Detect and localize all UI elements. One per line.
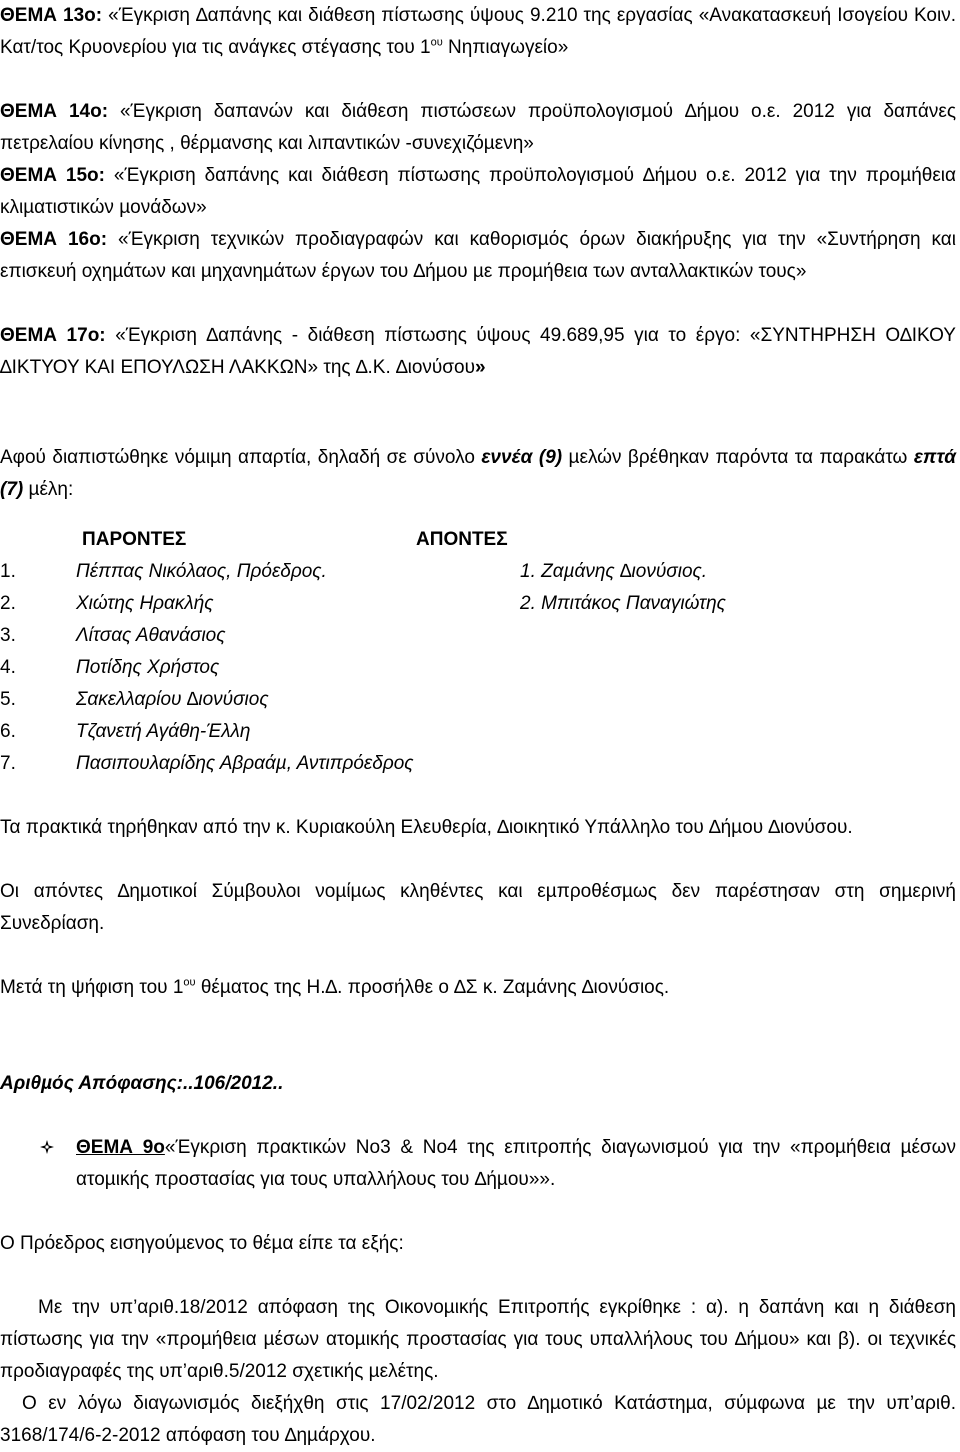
attendance-row — [0, 748, 956, 780]
minutes-text: Τα πρακτικά τηρήθηκαν από την κ. Κυριακούλη Ελευθερία, ∆ιοικητικό Υπάλληλο του ∆ήµου ∆ιονύσου. — [0, 817, 853, 838]
topic-16 — [0, 224, 956, 288]
topic-9 — [0, 1132, 956, 1196]
intro-paragraph — [0, 1228, 956, 1260]
present-num: 7. — [0, 753, 16, 774]
present-member: Πέππας Νικόλαος, Πρόεδρος. — [76, 561, 327, 582]
topic-13-text-end: Νηπιαγωγείο» — [442, 37, 569, 58]
topic-13-label: ΘΕΜΑ 13ο: — [0, 5, 103, 26]
arrival-paragraph — [0, 972, 956, 1004]
present-member: Πασιπουλαρίδης Αβραάµ, Αντιπρόεδρος — [76, 753, 414, 774]
topic-14-text: «Έγκριση δαπανών και διάθεση πιστώσεων προϋπολογισµού ∆ήµου ο.ε. 2012 για δαπάνες πετρελαίου κίνησης , θέρµανσης και λιπαντικών -συνεχιζόµενη» — [0, 101, 956, 154]
ordinal-sup: ου — [430, 36, 443, 49]
body-paragraph-1 — [0, 1292, 956, 1388]
attendance-row — [0, 620, 956, 652]
attendance-row — [0, 684, 956, 716]
absent-member: 2. Μπιτάκος Παναγιώτης — [520, 593, 726, 614]
present-member: Τζανετή Αγάθη-Έλλη — [76, 721, 251, 742]
intro-text: Ο Πρόεδρος εισηγούµενος το θέµα είπε τα εξής: — [0, 1233, 404, 1254]
absent-member: 1. Ζαµάνης ∆ιονύσιος. — [520, 561, 708, 582]
present-num: 4. — [0, 657, 16, 678]
arrival-post: θέµατος της Η.∆. προσήλθε ο ∆Σ κ. Ζαµάνης ∆ιονύσιος. — [195, 977, 670, 998]
quorum-post: µέλη: — [23, 479, 74, 500]
topic-9-label: ΘΕΜΑ 9ο — [76, 1137, 165, 1158]
diamond-bullet-icon — [40, 1132, 54, 1164]
present-num: 5. — [0, 689, 16, 710]
quorum-paragraph — [0, 442, 956, 506]
topic-14 — [0, 96, 956, 160]
present-num: 6. — [0, 721, 16, 742]
present-member: Σακελλαρίου ∆ιονύσιος — [76, 689, 269, 710]
absent-header: ΑΠΟΝΤΕΣ — [416, 529, 508, 550]
topic-17-text: «Έγκριση ∆απάνης - διάθεση πίστωσης ύψους 49.689,95 για το έργο: «ΣΥΝΤΗΡΗΣΗ Ο∆ΙΚΟΥ ∆ΙΚΤΥΟΥ ΚΑΙ ΕΠΟΥΛΩΣΗ ΛΑΚΚΩΝ» της ∆.Κ. ∆ιονύσου — [0, 325, 956, 378]
topic-13-text: «Έγκριση ∆απάνης και διάθεση πίστωσης ύψους 9.210 της εργασίας «Ανακατασκευή Ισογείου Κοιν. Κατ/τος Κρυονερίου για τις ανάγκες στέγασης του 1 — [0, 5, 956, 58]
present-member: Ποτίδης Χρήστος — [76, 657, 220, 678]
attendance-row — [0, 716, 956, 748]
body-paragraph-2 — [0, 1388, 956, 1452]
topic-14-label: ΘΕΜΑ 14ο: — [0, 101, 109, 122]
quorum-pre: Αφού διαπιστώθηκε νόµιµη απαρτία, δηλαδή σε σύνολο — [0, 447, 482, 468]
quorum-present: επτά (7) — [0, 447, 956, 500]
arrival-pre: Μετά τη ψήφιση του 1 — [0, 977, 184, 998]
topic-17 — [0, 320, 956, 384]
topic-15 — [0, 160, 956, 224]
topic-16-text: «Έγκριση τεχνικών προδιαγραφών και καθορισµός όρων διακήρυξης για την «Συντήρηση και επισκευή οχηµάτων και µηχανηµάτων έργων του ∆ήµου µε προµήθεια των ανταλλακτικών τους» — [0, 229, 956, 282]
attendance-row — [0, 588, 956, 620]
topic-17-label: ΘΕΜΑ 17ο: — [0, 325, 106, 346]
present-num: 1. — [0, 561, 16, 582]
present-member: Χιώτης Ηρακλής — [76, 593, 214, 614]
ordinal-sup: ου — [183, 976, 196, 989]
body-2-text: Ο εν λόγω διαγωνισµός διεξήχθη στις 17/02/2012 στο ∆ηµοτικό Κατάστηµα, σύµφωνα µε την υπ’αριθ. 3168/174/6-2-2012 απόφαση του ∆ηµάρχου. — [0, 1393, 956, 1446]
minutes-paragraph — [0, 812, 956, 844]
present-header: ΠΑΡΟΝΤΕΣ — [82, 529, 187, 550]
decision-number-text: Αριθµός Απόφασης:..106/2012.. — [0, 1073, 284, 1094]
topic-16-label: ΘΕΜΑ 16ο: — [0, 229, 108, 250]
topic-15-text: «Έγκριση δαπάνης και διάθεση πίστωσης προϋπολογισµού ∆ήµου ο.ε. 2012 για την προµήθεια κλιµατιστικών µονάδων» — [0, 165, 957, 218]
absent-note-paragraph — [0, 876, 956, 940]
quorum-total: εννέα (9) — [481, 447, 563, 468]
topic-15-label: ΘΕΜΑ 15ο: — [0, 165, 105, 186]
present-num: 3. — [0, 625, 16, 646]
decision-number — [0, 1068, 956, 1100]
topic-9-text: «Έγκριση πρακτικών Νο3 & Νο4 της επιτροπής διαγωνισµού για την «προµήθεια µέσων ατοµικής προστασίας για τους υπαλλήλους του ∆ήµου»». — [76, 1137, 956, 1190]
topic-13 — [0, 0, 956, 64]
absent-note-text: Οι απόντες ∆ηµοτικοί Σύµβουλοι νοµίµως κληθέντες και εµπροθέσµως δεν παρέστησαν στη σηµερινή Συνεδρίαση. — [0, 881, 956, 934]
topic-17-close-quote: » — [475, 357, 486, 378]
attendance-row — [0, 652, 956, 684]
quorum-mid: µελών βρέθηκαν παρόντα τα παρακάτω — [562, 447, 914, 468]
body-1-text: Με την υπ’αριθ.18/2012 απόφαση της Οικονοµικής Επιτροπής εγκρίθηκε : α). η δαπάνη και η διάθεση πίστωσης για την «προµήθεια µέσων ατοµικής προστασίας για τους υπαλλήλους του ∆ήµου» και β). οι τεχνικές προδιαγραφές της υπ’αριθ.5/2012 σχετικής µελέτης. — [0, 1297, 956, 1382]
present-member: Λίτσας Αθανάσιος — [76, 625, 226, 646]
attendance-row — [0, 556, 956, 588]
present-num: 2. — [0, 593, 16, 614]
